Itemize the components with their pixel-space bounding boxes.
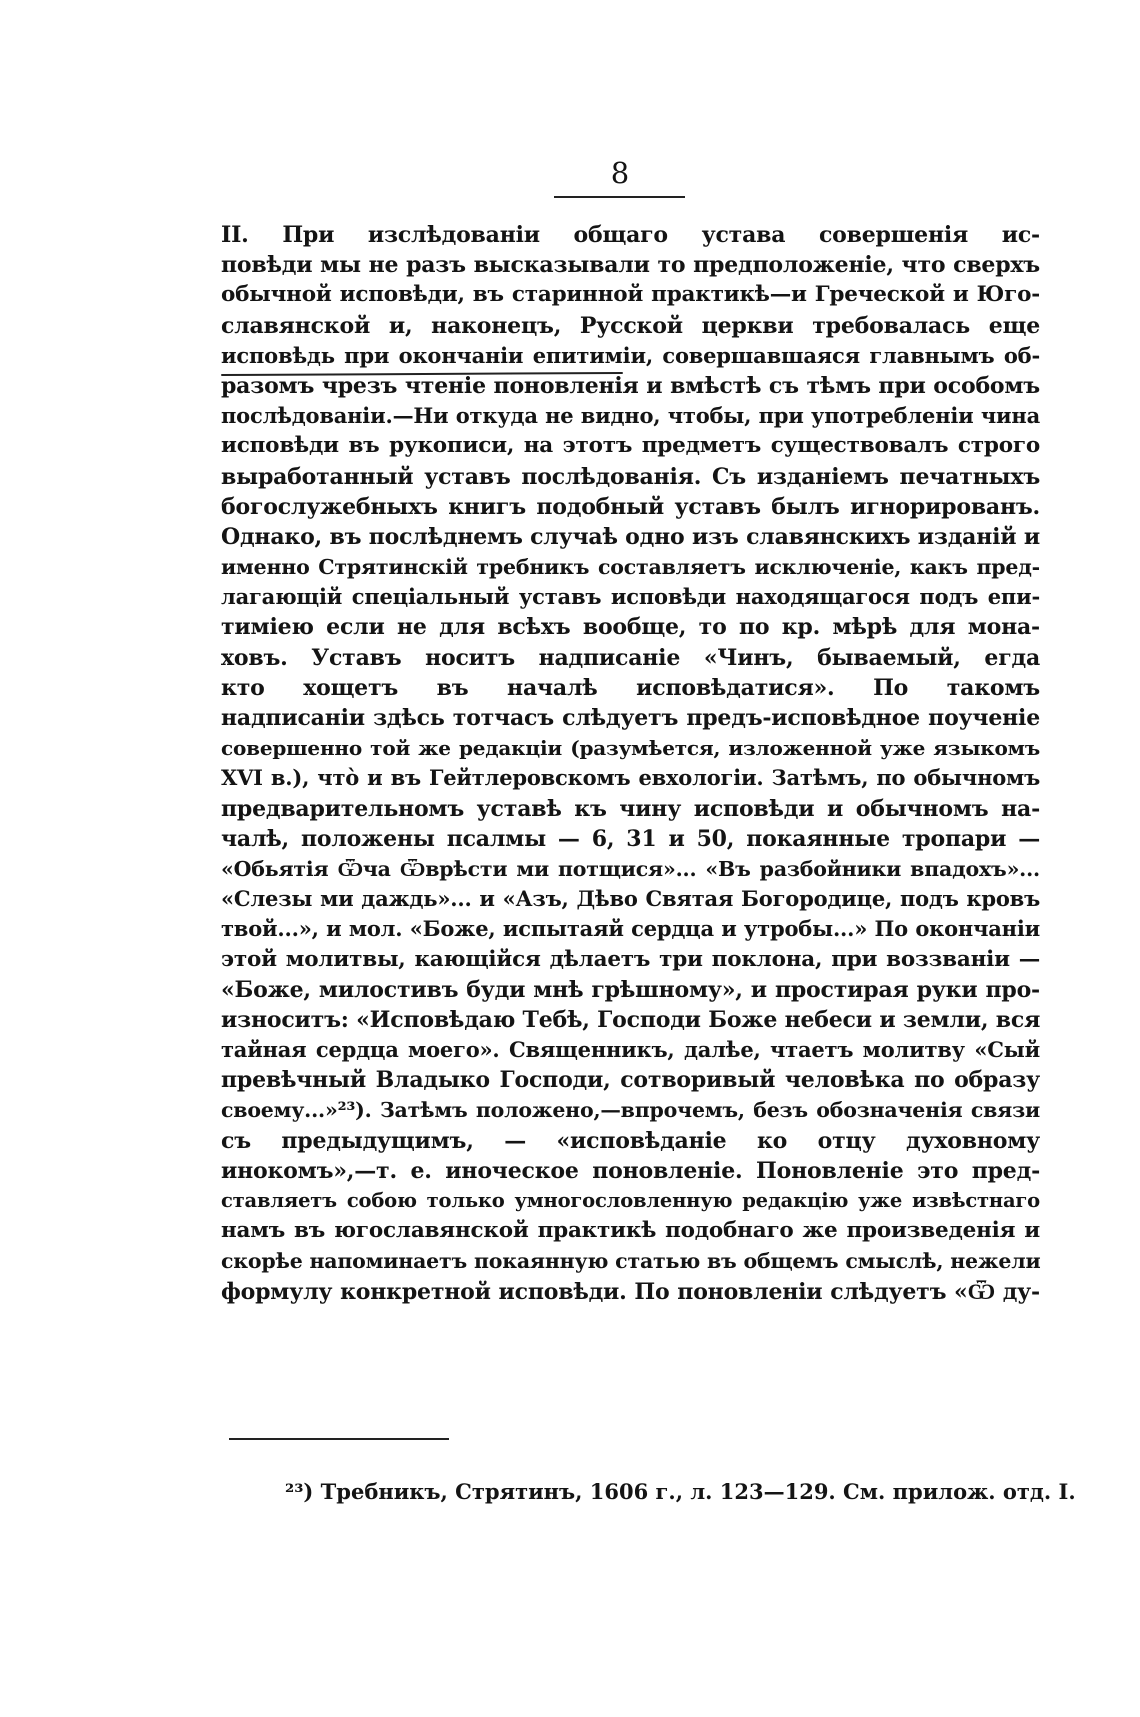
footnote-rule <box>229 1438 449 1440</box>
page-number: 8 <box>610 156 630 190</box>
body-text <box>221 220 1040 1307</box>
text-line: тайная сердца моего». Священникъ, далѣе, чтаетъ молитву «Сый <box>221 1037 1040 1063</box>
text-line: послѣдованіи.—Ни откуда не видно, чтобы, при употребленіи чина <box>221 403 1040 429</box>
text-line: «Боже, милостивъ буди мнѣ грѣшному», и простирая руки про- <box>221 976 1040 1003</box>
text-line: скорѣе напоминаетъ покаянную статью въ общемъ смыслѣ, нежели <box>221 1249 1041 1274</box>
text-line: съ предыдущимъ, — «исповѣданіе ко отцу духовному <box>221 1127 1040 1154</box>
text-line: лагающій спеціальный уставъ исповѣди находящагося подъ епи- <box>221 584 1040 610</box>
text-line: исповѣди въ рукописи, на этотъ предметъ существовалъ строго <box>221 433 1040 459</box>
text-line: II. При изслѣдованіи общаго устава совершенія ис- <box>221 222 1040 248</box>
text-line: «Обьятія Ѿча Ѿврѣсти ми потщися»... «Въ разбойники впадохъ»... <box>221 856 1040 881</box>
text-line: твой...», и мол. «Боже, испытаяй сердца и утробы...» По окончаніи <box>221 916 1040 942</box>
text-line: ставляетъ собою только умногословленную редакцію уже извѣстнаго <box>221 1189 1040 1212</box>
text-line: Однако, въ послѣднемъ случаѣ одно изъ славянскихъ изданій и <box>221 523 1040 550</box>
text-line: надписаніи здѣсь тотчасъ слѣдуетъ предъ-исповѣдное поученіе <box>221 705 1040 731</box>
text-line: износитъ: «Исповѣдаю Тебѣ, Господи Боже небеси и земли, вся <box>221 1006 1041 1033</box>
text-line: кто хощетъ въ началѣ исповѣдатися». По такомъ <box>221 674 1040 701</box>
text-line: своему...»²³). Затѣмъ положено,—впрочемъ, безъ обозначенія связи <box>221 1098 1040 1123</box>
footnote: ²³) Требникъ, Стрятинъ, 1606 г., л. 123—129. См. прилож. отд. I. <box>285 1479 1076 1504</box>
text-line: ховъ. Уставъ носитъ надписаніе «Чинъ, бываемый, егда <box>221 644 1040 671</box>
text-line: совершенно той же редакціи (разумѣется, изложенной уже языкомъ <box>221 736 1040 761</box>
text-line: обычной исповѣди, въ старинной практикѣ—и Греческой и Юго- <box>221 282 1040 308</box>
text-line: XVI в.), что̀ и въ Гейтлеровскомъ евхологіи. Затѣмъ, по обычномъ <box>221 765 1040 791</box>
text-line: предварительномъ уставѣ къ чину исповѣди и обычномъ на- <box>221 795 1040 822</box>
text-line: инокомъ»,—т. е. иноческое поновленіе. Поновленіе это пред- <box>221 1157 1040 1184</box>
text-line: выработанный уставъ послѣдованія. Съ изданіемъ печатныхъ <box>221 463 1040 490</box>
text-line: славянской и, наконецъ, Русской церкви требовалась еще <box>221 312 1040 339</box>
text-line: повѣди мы не разъ высказывали то предположеніе, что сверхъ <box>221 252 1040 279</box>
header-rule <box>554 196 685 198</box>
text-line: превѣчный Владыко Господи, сотворивый человѣка по образу <box>221 1067 1040 1094</box>
text-line: «Слезы ми даждь»... и «Азъ, Дѣво Святая Богородице, подъ кровъ <box>221 886 1040 912</box>
text-line: этой молитвы, кающійся дѣлаетъ три поклона, при воззваніи — <box>221 946 1040 972</box>
text-line: чалѣ, положены псалмы — 6, 31 и 50, покаянные тропари — <box>221 825 1040 852</box>
text-line: формулу конкретной исповѣди. По поновленіи слѣдуетъ «Ѿ ду- <box>221 1278 1040 1305</box>
text-line: исповѣдь при окончаніи епитиміи, совершавшаяся главнымъ об- <box>221 342 1040 368</box>
text-line: именно Стрятинскій требникъ составляетъ исключеніе, какъ пред- <box>221 555 1040 580</box>
text-line: богослужебныхъ книгъ подобный уставъ былъ игнорированъ. <box>221 493 1040 520</box>
text-line: разомъ чрезъ чтеніе поновленія и вмѣстѣ съ тѣмъ при особомъ <box>221 372 1040 399</box>
text-line: тиміею если не для всѣхъ вообще, то по кр. мѣрѣ для мона- <box>221 614 1040 641</box>
text-line: намъ въ югославянской практикѣ подобнаго же произведенія и <box>221 1218 1040 1244</box>
